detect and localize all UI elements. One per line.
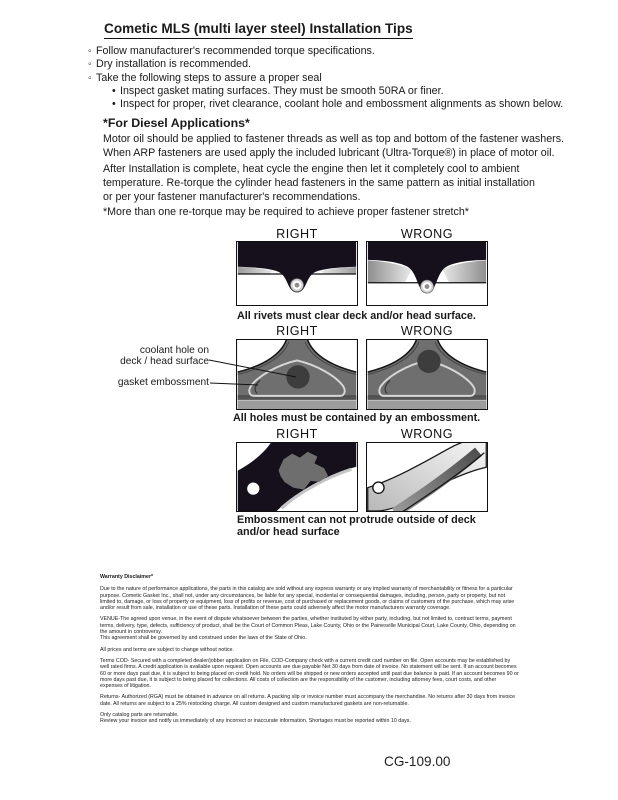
disclaimer-paragraph: Due to the nature of performance applications, the parts in this catalog are sold without any express warranty or any implied warranty of merchantability or fitness for a particular purpose. Cometic Gasket Inc., shall not, under any circumstances, be liable for any special, incidental or consequential damages, including, person, party or property, but not limited to, damage, or loss of property or equipment, loss of profits or revenue, cost of purchased or replacement goods, or claims of customers of the purchase, which may arise and/or result from sale, installation or use of these parts. Installation of these parts could adversely affect the motor manufacturers warranty coverage.	[100, 586, 515, 612]
annotation-leader-lines	[206, 352, 306, 392]
protrusion-wrong-illustration	[367, 443, 487, 511]
right-label: RIGHT	[276, 227, 318, 241]
diesel-paragraph-2	[103, 163, 535, 204]
gasket-embossment-annotation: gasket embossment	[117, 377, 209, 388]
disclaimer-paragraph: All prices and terms are subject to change without notice.	[100, 646, 234, 653]
list-item-text: Inspect for proper, rivet clearance, coolant hole and embossment alignments as shown below.	[120, 98, 564, 111]
text-line: temperature. Re-torque the cylinder head fasteners in the same pattern as initial installation	[103, 176, 535, 189]
list-item	[112, 98, 563, 111]
wrong-label: WRONG	[400, 427, 454, 441]
list-item	[88, 72, 375, 85]
disclaimer-paragraph: VENUE-The agreed upon venue, in the event of dispute whatsoever between the parties, whether instituted by either party, including, but not limited to, contract terms, payment terms, delivery, type, defects, sufficiency of product, shall be the Court of Common Pleas, Lake County, Ohio or the Painesville Municipal Court, Lake County, Ohio, depending on the amount in controversy.	[100, 616, 516, 636]
dot-bullet-icon: •	[112, 85, 116, 97]
disclaimer-paragraph: Returns- Authorized (RGA) must be obtained in advance on all returns. A packing slip or invoice number must accompany the merchandise. No returns after 30 days from invoice date. All returns are subject to a 25% restocking charge. All custom designed and custom manufactured gaskets are non-returnable.	[100, 694, 516, 707]
circle-bullet-icon: ◦	[88, 58, 92, 71]
annotation-line: deck / head surface	[120, 355, 209, 367]
diesel-paragraph-3: *More than one re-torque may be required to achieve proper fastener stretch*	[103, 206, 469, 218]
rivet-center	[295, 283, 300, 288]
embossment-wrong-illustration	[367, 340, 487, 409]
caption-line: and/or head surface	[237, 525, 340, 538]
disclaimer-heading: Warranty Disclaimer*	[100, 574, 154, 580]
list-item	[88, 58, 375, 71]
diesel-paragraph-1	[103, 133, 564, 161]
row2-caption: All holes must be contained by an embossment.	[233, 412, 481, 424]
dot-bullet-icon: •	[112, 98, 116, 111]
list-item	[112, 85, 563, 98]
right-label: RIGHT	[276, 427, 318, 441]
list-item-text: Dry installation is recommended.	[96, 58, 252, 71]
rivet-clearance-right-illustration	[237, 242, 357, 305]
page-number: CG-109.00	[384, 754, 451, 769]
warranty-disclaimer	[100, 574, 520, 730]
page-title: Cometic MLS (multi layer steel) Installation Tips	[104, 21, 413, 39]
bolt-hole-icon	[373, 482, 384, 493]
rivet-center	[425, 284, 430, 289]
disclaimer-paragraph: Terms COD- Secured with a completed dealer/jobber application on File, COD-Company check with a current credit card number on file. Open accounts may be established by well rated firms. A credit application is available upon request. Open accounts are due payable Net 30 days from date of invoice. No statement will be sent. If an account becomes 60 or more days past due, it is subject to being placed on credit hold. No orders will be shipped or new orders accepted until past due balance is paid. If an account becomes 90 or more days past due, it is subject to being placed for collections. All costs of collection are the responsibility of the customer, including attorney fees, court costs, and other expenses of litigation.	[100, 657, 519, 690]
installation-tips-list	[88, 45, 375, 85]
right-label: RIGHT	[276, 324, 318, 338]
list-item-text: Take the following steps to assure a proper seal	[96, 71, 322, 84]
text-line: When ARP fasteners are used apply the included lubricant (Ultra-Torque®) in place of motor oil.	[103, 146, 555, 159]
diesel-section-heading: *For Diesel Applications*	[103, 116, 250, 130]
coolant-hole-annotation	[90, 346, 209, 368]
diagram-protrusion-right	[236, 442, 358, 512]
list-item	[88, 45, 375, 58]
diagram-rivet-right	[236, 241, 358, 306]
coolant-hole-icon	[417, 350, 440, 373]
disclaimer-paragraph: This agreement shall be governed by and construed under the laws of the State of Ohio.	[100, 635, 307, 642]
diagram-protrusion-wrong	[366, 442, 488, 512]
protrusion-right-illustration	[237, 443, 357, 511]
disclaimer-paragraph: Review your invoice and notify us immediately of any incorrect or inaccurate information. Shortages must be reported within 10 days.	[100, 718, 411, 725]
annotation-line: coolant hole on	[139, 345, 209, 356]
rivet-clearance-wrong-illustration	[367, 242, 487, 305]
circle-bullet-icon: ◦	[88, 71, 92, 84]
list-item-text: Inspect gasket mating surfaces. They must be smooth 50RA or finer.	[120, 85, 444, 97]
row1-caption: All rivets must clear deck and/or head surface.	[237, 310, 476, 322]
diagram-rivet-wrong	[366, 241, 488, 306]
bolt-hole-icon	[247, 483, 259, 495]
text-line: Motor oil should be applied to fastener threads as well as top and bottom of the fastener washers.	[103, 133, 565, 145]
wrong-label: WRONG	[400, 227, 454, 241]
text-line: or per your fastener manufacturer's recommendations.	[103, 190, 361, 203]
caption-line: Embossment can not protrude outside of deck	[237, 514, 476, 526]
circle-bullet-icon: ◦	[88, 45, 92, 57]
row3-caption	[237, 515, 476, 538]
list-item-text: Follow manufacturer's recommended torque specifications.	[96, 45, 375, 57]
wrong-label: WRONG	[400, 324, 454, 338]
text-line: After Installation is complete, heat cycle the engine then let it completely cool to ambient	[103, 163, 520, 175]
diagram-embossment-wrong	[366, 339, 488, 410]
installation-tips-sublist	[112, 85, 563, 112]
disclaimer-paragraph: Only catalog parts are returnable.	[100, 712, 179, 719]
